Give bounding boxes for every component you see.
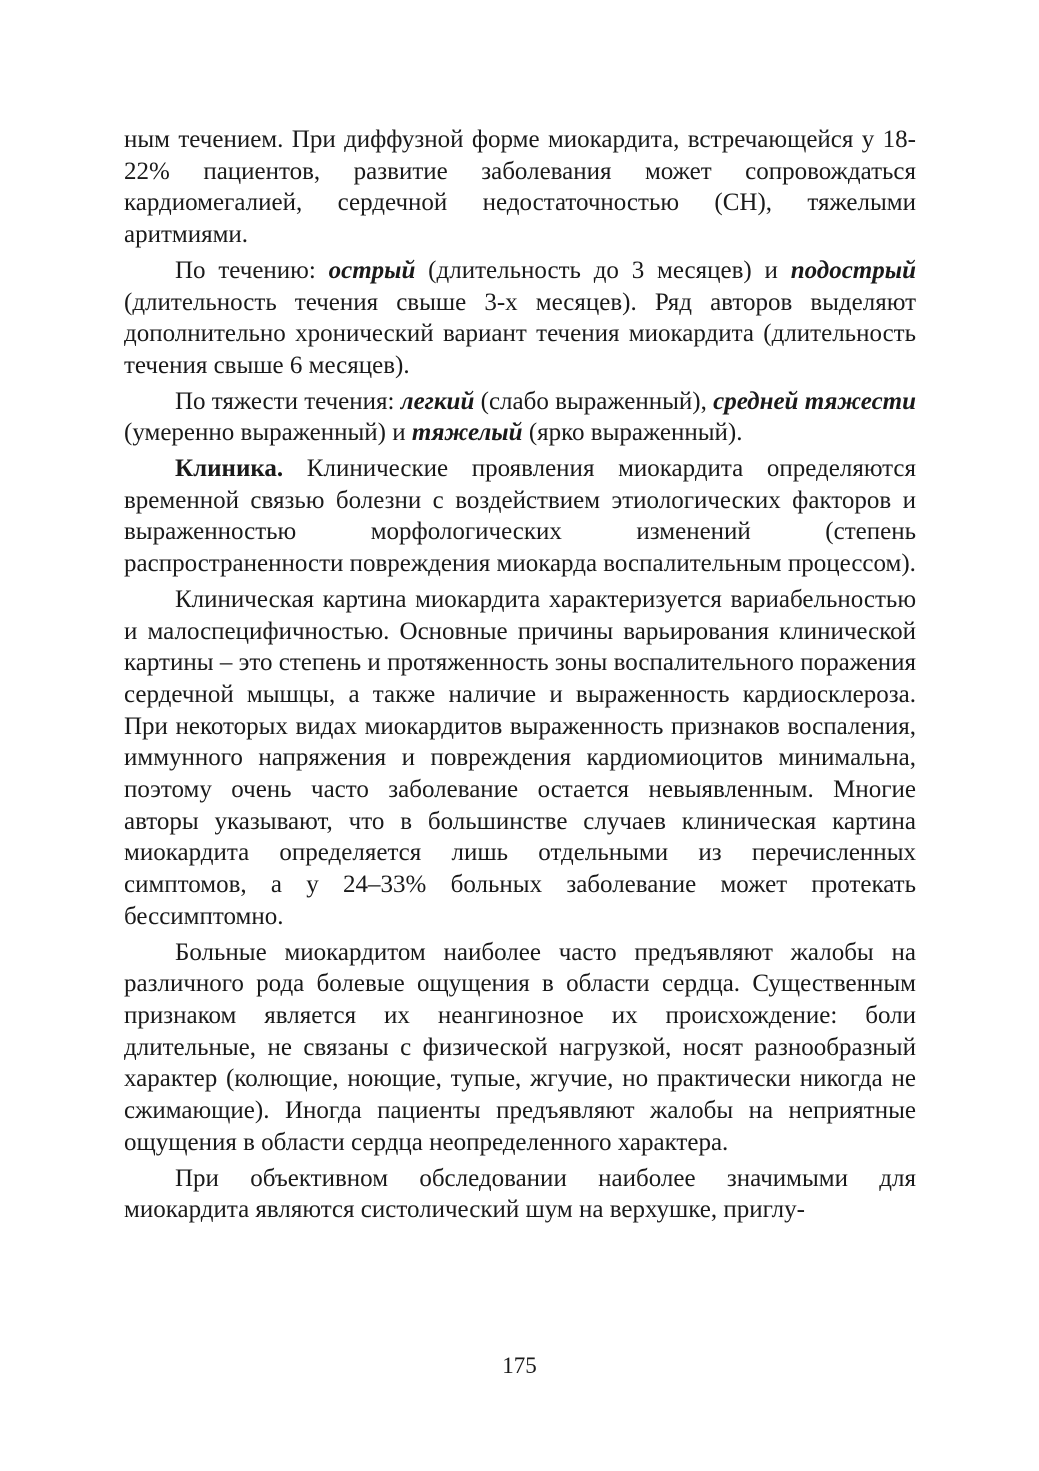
paragraph-complaints: [124, 937, 916, 1159]
paragraph-examination: [124, 1163, 916, 1226]
section-heading: Клиника.: [175, 455, 284, 483]
term-acute: острый: [328, 256, 416, 284]
paragraph-text: Клинические проявления миокардита определяются временной связью болезни с воздействием этиологических факторов и выраженностью морфологических изменений (степень распространенности повреждения миокарда воспалительным процессом).: [124, 455, 916, 578]
term-moderate: средней тяжести: [713, 387, 917, 415]
term-severe: тяжелый: [411, 419, 523, 447]
paragraph-severity-classification: [124, 386, 916, 449]
paragraph-continuation: [124, 124, 916, 251]
paragraph-text: (ярко выраженный).: [522, 419, 743, 447]
paragraph-text: (слабо выраженный),: [474, 387, 714, 415]
paragraph-clinic: [124, 453, 916, 580]
paragraph-clinical-picture: [124, 584, 916, 933]
term-subacute: подострый: [790, 256, 916, 284]
paragraph-intro: По тяжести течения:: [175, 387, 401, 415]
paragraph-intro: По течению:: [175, 256, 329, 284]
page-number: 175: [502, 1353, 537, 1378]
paragraph-text: ным течением. При диффузной форме миокардита, встречающейся у 18-22% пациентов, развитие заболевания может сопровождаться кардиомегалией, сердечной недостаточностью (СН), тяжелыми аритмиями.: [124, 126, 916, 249]
paragraph-course-classification: [124, 255, 916, 382]
paragraph-text: Больные миокардитом наиболее часто предъявляют жалобы на различного рода болевые ощущения в области сердца. Существенным признаком является их неангинозное их происхождение: боли длительные, не связаны с физической нагрузкой, носят разнообразный характер (колющие, ноющие, тупые, жгучие, но практически никогда не сжимающие). Иногда пациенты предъявляют жалобы на неприятные ощущения в области сердца неопределенного характера.: [124, 938, 916, 1156]
paragraph-text: (умеренно выраженный) и: [124, 419, 412, 447]
paragraph-text: (длительность до 3 месяцев) и: [415, 256, 791, 284]
paragraph-text: (длительность течения свыше 3-х месяцев). Ряд авторов выделяют дополнительно хронический вариант течения миокардита (длительность течения свыше 6 месяцев).: [124, 288, 916, 379]
page-body: [124, 124, 916, 1226]
paragraph-text: Клиническая картина миокардита характеризуется вариабельностью и малоспецифичностью. Основные причины варьирования клинической картины – это степень и протяженность зоны воспалительного поражения сердечной мышцы, а также наличие и выраженность кардиосклероза. При некоторых видах миокардитов выраженность признаков воспаления, иммунного напряжения и повреждения кардиомиоцитов минимальна, поэтому очень часто заболевание остается невыявленным. Многие авторы указывают, что в большинстве случаев клиническая картина миокардита определяется лишь отдельными из перечисленных симптомов, а у 24–33% больных заболевание может протекать бессимптомно.: [124, 585, 916, 930]
paragraph-text: При объективном обследовании наиболее значимыми для миокардита являются систолический шум на верхушке, приглу-: [124, 1164, 916, 1224]
term-mild: легкий: [400, 387, 475, 415]
